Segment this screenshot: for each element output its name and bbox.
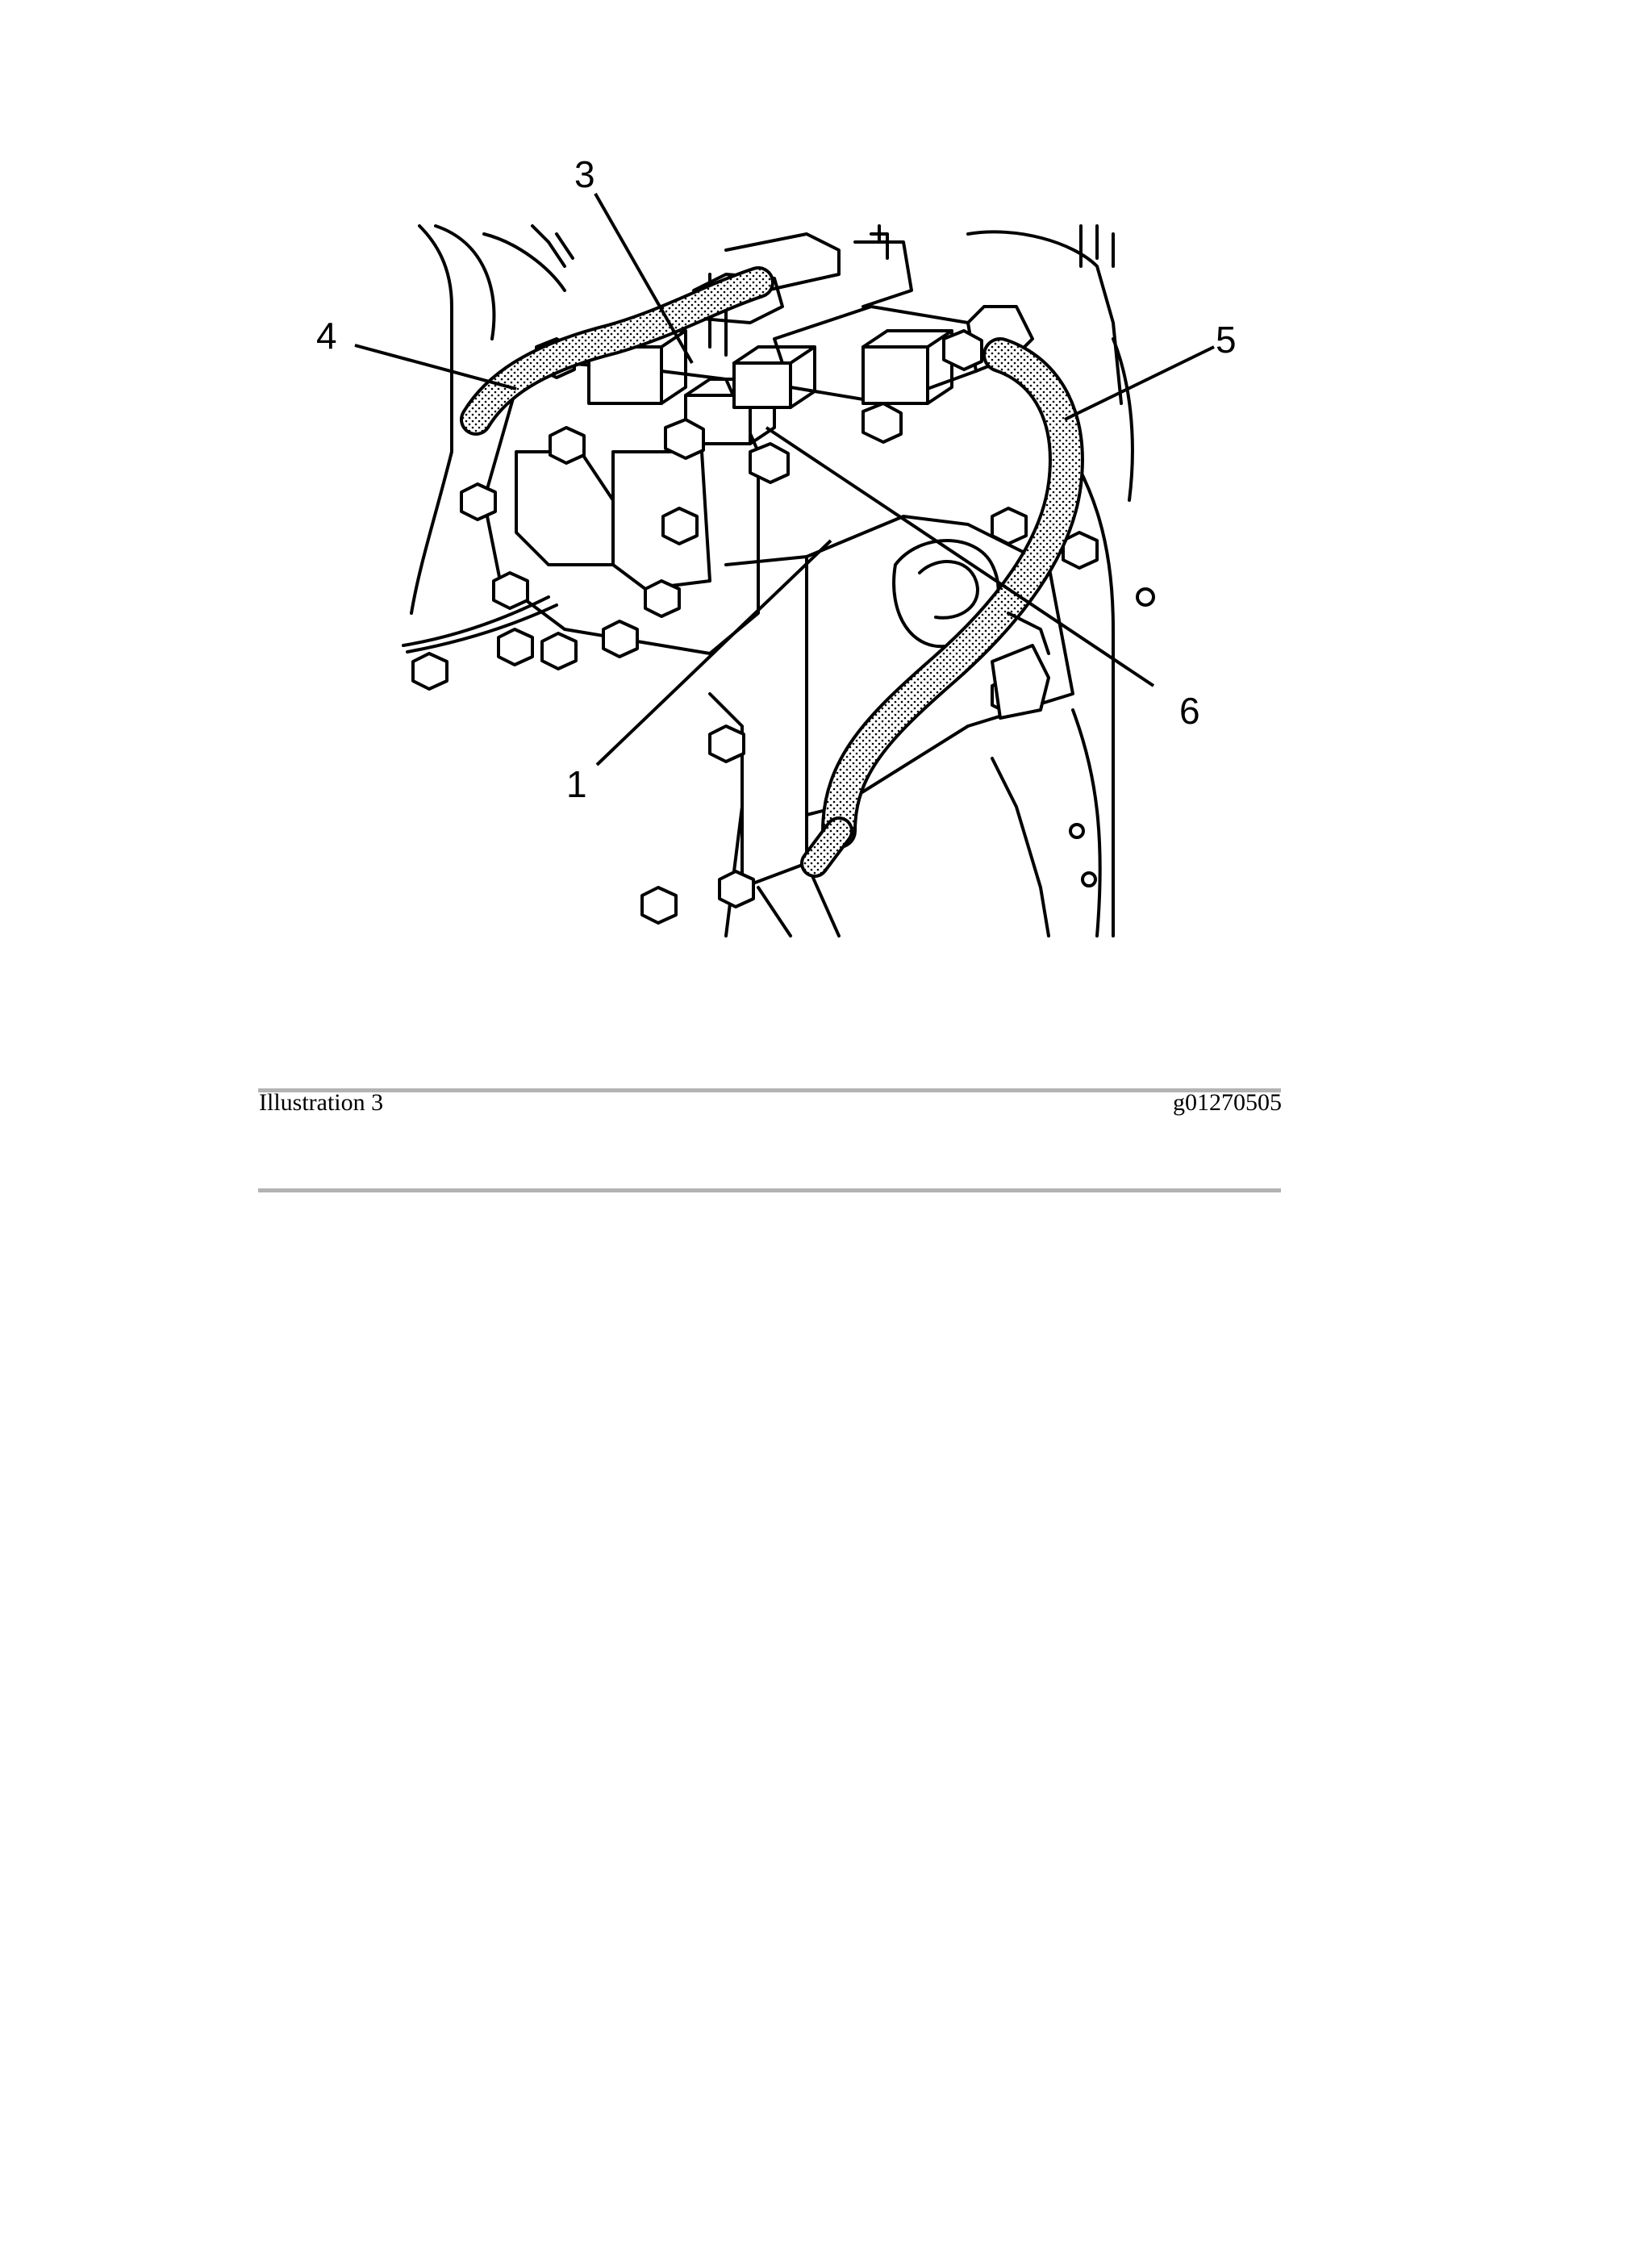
caption-top-rule: [258, 1088, 1281, 1092]
callout-1: 1: [566, 763, 587, 805]
leader-line-4: [355, 345, 516, 389]
caption-label: Illustration 3: [259, 1089, 384, 1116]
leader-line-5: [1065, 347, 1214, 420]
callout-4: 4: [316, 315, 337, 357]
graphic-id: g01270505: [1173, 1089, 1282, 1116]
callout-3: 3: [574, 153, 595, 195]
engine-drawing: [403, 226, 1153, 936]
callout-5: 5: [1216, 319, 1237, 361]
caption-bottom-rule: [258, 1188, 1281, 1192]
engine-illustration: [0, 0, 1652, 1008]
callout-6: 6: [1179, 690, 1200, 732]
